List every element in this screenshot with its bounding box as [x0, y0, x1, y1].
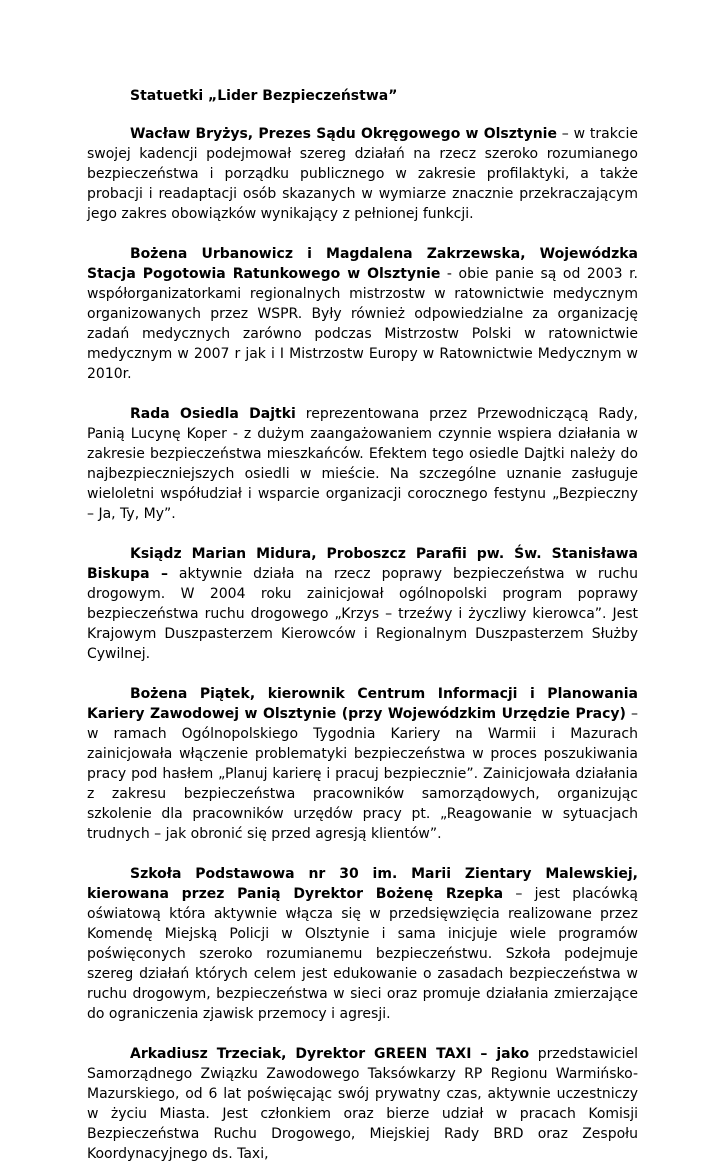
paragraph-text: reprezentowana przez Przewodniczącą Rady, Panią Lucynę Koper - z dużym zaangażowaniem czynnie wspiera działania w zakresie bezpieczeństwa mieszkańców. Efektem tego osiedle Dajtki należy do najbezpieczniejszych osiedli w mieście. Na szczególne uznanie zasługuje wieloletni współudział i wsparcie organizacji corocznego festynu „Bezpieczny – Ja, Ty, My”.	[87, 406, 638, 522]
paragraph-lead: Bożena Piątek, kierownik Centrum Informacji i Planowania Kariery Zawodowej w Olsztynie (przy Wojewódzkim Urzędzie Pracy)	[87, 686, 638, 722]
paragraph-lead: Rada Osiedla Dajtki	[130, 406, 296, 422]
paragraph-text: aktywnie działa na rzecz poprawy bezpieczeństwa w ruchu drogowym. W 2004 roku zainicjował ogólnopolski program poprawy bezpieczeństwa ruchu drogowego „Krzys – trzeźwy i życzliwy kierowca”. Jest Krajowym Duszpasterzem Kierowców i Regionalnym Duszpasterzem Służby Cywilnej.	[87, 566, 638, 662]
paragraph-lead: Szkoła Podstawowa nr 30 im. Marii Zientary Malewskiej, kierowana przez Panią Dyrektor Bożenę Rzepka	[87, 866, 638, 902]
paragraph-trzeciak	[87, 1044, 638, 1164]
paragraph-text: – w ramach Ogólnopolskiego Tygodnia Kariery na Warmii i Mazurach zainicjowała włączenie problematyki bezpieczeństwa w proces poszukiwania pracy pod hasłem „Planuj karierę i pracuj bezpiecznie”. Zainicjowała działania z zakresu bezpieczeństwa pracowników samorządowych, organizując szkolenie dla pracowników urzędów pracy pt. „Reagowanie w sytuacjach trudnych – jak obronić się przed agresją klientów”.	[87, 706, 638, 842]
document-title: Statuetki „Lider Bezpieczeństwa”	[130, 88, 398, 104]
paragraph-piatek	[87, 684, 638, 844]
paragraph-szkola-30	[87, 864, 638, 1024]
paragraph-lead: Arkadiusz Trzeciak, Dyrektor GREEN TAXI – jako	[130, 1046, 530, 1062]
paragraph-lead: Wacław Bryżys, Prezes Sądu Okręgowego w Olsztynie	[130, 126, 557, 142]
paragraph-brzyzys	[87, 124, 638, 224]
paragraph-lead: Bożena Urbanowicz i Magdalena Zakrzewska, Wojewódzka Stacja Pogotowia Ratunkowego w Olsztynie	[87, 246, 638, 282]
paragraph-midura	[87, 544, 638, 664]
paragraph-text: – w trakcie swojej kadencji podejmował szereg działań na rzecz szeroko rozumianego bezpieczeństwa i porządku publicznego w zakresie profilaktyki, a także probacji i readaptacji osób skazanych w wymiarze znacznie przekraczającym jego zakres obowiązków wynikający z pełnionej funkcji.	[87, 126, 639, 222]
paragraph-text: – jest placówką oświatową która aktywnie włącza się w przedsięwzięcia realizowane przez Komendę Miejską Policji w Olsztynie i sama inicjuje wiele programów poświęconych szeroko rozumianemu bezpieczeństwu. Szkoła podejmuje szereg działań których celem jest edukowanie o zasadach bezpieczeństwa w ruchu drogowym, bezpieczeństwa w sieci oraz promuje działania zmierzające do ograniczenia zjawisk przemocy i agresji.	[87, 886, 638, 1022]
paragraph-lead: Ksiądz Marian Midura, Proboszcz Parafii pw. Św. Stanisława Biskupa –	[87, 546, 638, 582]
paragraph-text: - obie panie są od 2003 r. współorganizatorkami regionalnych mistrzostw w ratownictwie medycznym organizowanych przez WSPR. Były również odpowiedzialne za organizację zadań medycznych zarówno podczas Mistrzostw Polski w ratownictwie medycznym w 2007 r jak i I Mistrzostw Europy w Ratownictwie Medycznym w 2010r.	[87, 266, 638, 382]
paragraph-wspr	[87, 244, 638, 384]
paragraph-rada-osiedla	[87, 404, 638, 524]
paragraph-text: przedstawiciel Samorządnego Związku Zawodowego Taksówkarzy RP Regionu Warmińsko-Mazurskiego, od 6 lat poświęcając swój prywatny czas, aktywnie uczestniczy w życiu Miasta. Jest członkiem oraz bierze udział w pracach Komisji Bezpieczeństwa Ruchu Drogowego, Miejskiej Rady BRD oraz Zespołu Koordynacyjnego ds. Taxi,	[87, 1046, 638, 1162]
